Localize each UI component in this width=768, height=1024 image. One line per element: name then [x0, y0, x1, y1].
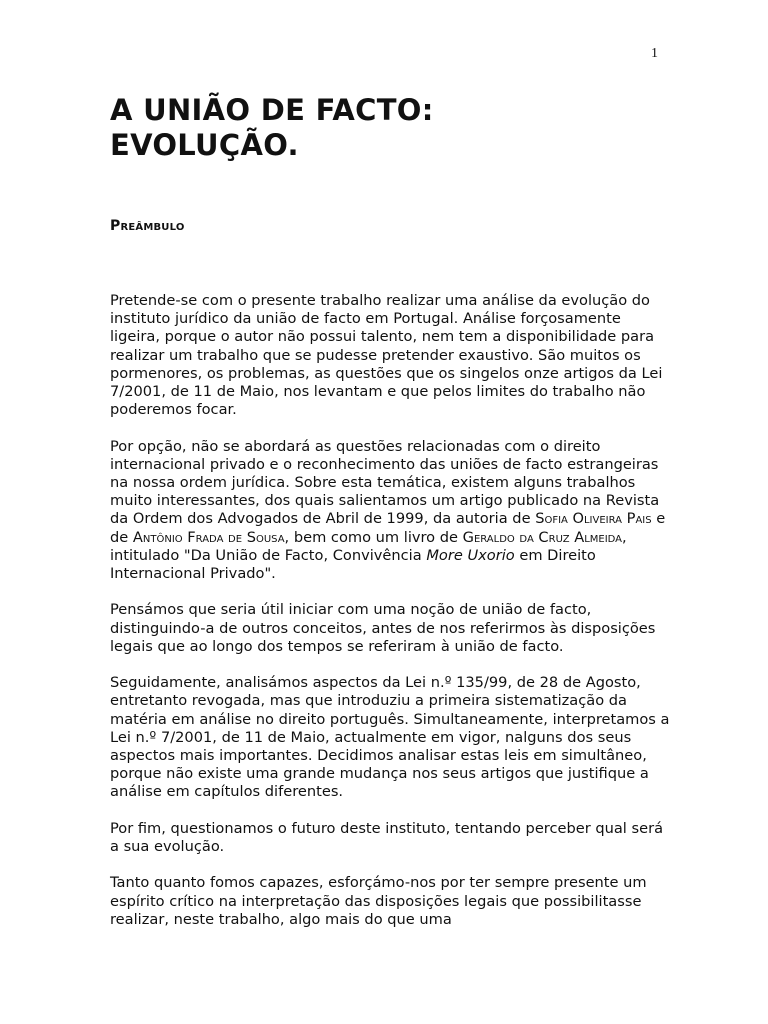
paragraph-6: Tanto quanto fomos capazes, esforçámo-nos por ter sempre presente um espírito crítico na interpretação das disposições legais que possibilitasse realizar, neste trabalho, algo mais do que uma — [110, 874, 647, 928]
document-title — [110, 93, 434, 163]
author-name-1: Sofia Oliveira Pais — [535, 510, 652, 528]
author-name-2: Antônio Frada de Sousa — [132, 528, 285, 546]
title-line-2: EVOLUÇÃO. — [110, 128, 299, 162]
paragraph-2-text-2: e de — [110, 510, 666, 546]
paragraph-2-text-1: Por opção, não se abordará as questões relacionadas com o direito internacional privado e o reconhecimento das uniões de facto estrangeiras na nossa ordem jurídica. Sobre esta temática, existem alguns trabalhos muito interessantes, dos quais salientamos um artigo publicado na Revista da Ordem dos Advogados de Abril de 1999, da autoria de — [110, 437, 660, 528]
paragraph-2-text-3: , bem como um livro de — [284, 528, 463, 546]
section-heading-preambulo: Preâmbulo — [110, 218, 185, 234]
paragraph-2 — [110, 438, 670, 584]
title-line-1: A UNIÃO DE FACTO: — [110, 93, 434, 127]
page-number: 1 — [651, 46, 658, 61]
body-text — [110, 292, 670, 947]
latin-term: More Uxorio — [426, 546, 515, 564]
paragraph-5: Por fim, questionamos o futuro deste instituto, tentando perceber qual será a sua evolução. — [110, 819, 664, 856]
paragraph-1: Pretende-se com o presente trabalho realizar uma análise da evolução do instituto jurídico da união de facto em Portugal. Análise forçosamente ligeira, porque o autor não possui talento, nem tem a disponibilidade para realizar um trabalho que se pudesse pretender exaustivo. São muitos os pormenores, os problemas, as questões que os singelos onze artigos da Lei 7/2001, de 11 de Maio, nos levantam e que pelos limites do trabalho não poderemos focar. — [110, 292, 663, 419]
author-name-3: Geraldo da Cruz Almeida — [462, 528, 623, 546]
paragraph-2-text-5: em Direito Internacional Privado". — [110, 546, 596, 583]
paragraph-3: Pensámos que seria útil iniciar com uma noção de união de facto, distinguindo-a de outros conceitos, antes de nos referirmos às disposições legais que ao longo dos tempos se referiram à união de facto. — [110, 601, 656, 655]
paragraph-2-text-4: , intitulado "Da União de Facto, Convivência — [110, 528, 627, 564]
paragraph-4: Seguidamente, analisámos aspectos da Lei n.º 135/99, de 28 de Agosto, entretanto revogada, mas que introduziu a primeira sistematização da matéria em análise no direito português. Simultaneamente, interpretamos a Lei n.º 7/2001, de 11 de Maio, actualmente em vigor, nalguns dos seus aspectos mais importantes. Decidimos analisar estas leis em simultâneo, porque não existe uma grande mudança nos seus artigos que justifique a análise em capítulos diferentes. — [110, 674, 670, 801]
